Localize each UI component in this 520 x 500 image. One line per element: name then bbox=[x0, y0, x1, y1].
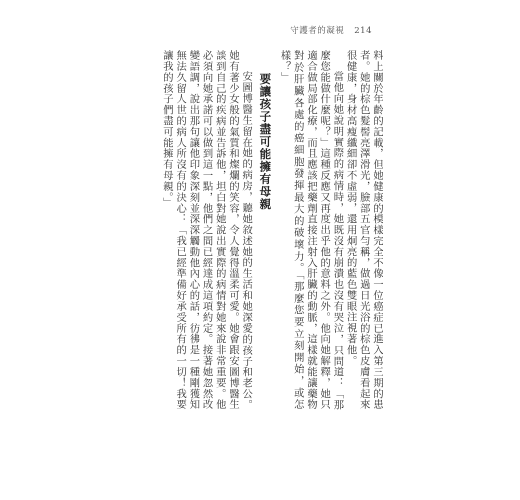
paragraph-3: 安圖博醫生留在她的病房，聽她敘述她的生活和她深愛的孩子和老公。她有著少女般的氣質和燦爛的笑容，令人覺得溫柔可愛。她會跟安圖博醫生談到自己的疾病並告訴他，坦白對她說出實際的病情對她來說非常重要。他必須向她承諾可以做到這一點，他們之間已經達成這項約定。接著她忽然改變語調，說出那句讓他印象深刻並深深觸動他內心的話，彷彿是一種剛獲知無法久留人世的病人所沒有的決心：「我已經準備好承受所有的一切！我要讓我的孩子們盡可能擁有母親。」 bbox=[160, 50, 253, 410]
vertical-body-text bbox=[133, 50, 383, 410]
paragraph-1: 料上關於年齡的記載，但她健康的模樣完全不像一位癌症已進入第三期的患者。她的棕色髮髻亮澤滑光，臉部五官勻稱，做過日光浴的棕色皮膚看起來很健康，身材高瘦纖細卻不虛弱，還用炯亮的藍色雙眼注視著他。 bbox=[344, 50, 383, 410]
paragraph-2: 當他向她說明實際的病情時，她既沒有崩潰也沒有哭泣，只問道：「那麼您能做什麼呢？」這種反應又再度出乎他的意料之外。他向她解釋，她只適合做局部化療，而且應該把藥劑直接注射入肝臟的動脈，這樣就能讓藥物對於肝臟各處的癌細胞發揮最大的破壞力。「那麼您要立刻開始，或怎樣？」 bbox=[278, 50, 344, 410]
page-number: 214 bbox=[354, 26, 372, 36]
running-header bbox=[290, 24, 372, 36]
book-title: 守護者的凝視 bbox=[290, 26, 345, 36]
section-heading: 要讓孩子盡可能擁有母親 bbox=[258, 73, 273, 211]
